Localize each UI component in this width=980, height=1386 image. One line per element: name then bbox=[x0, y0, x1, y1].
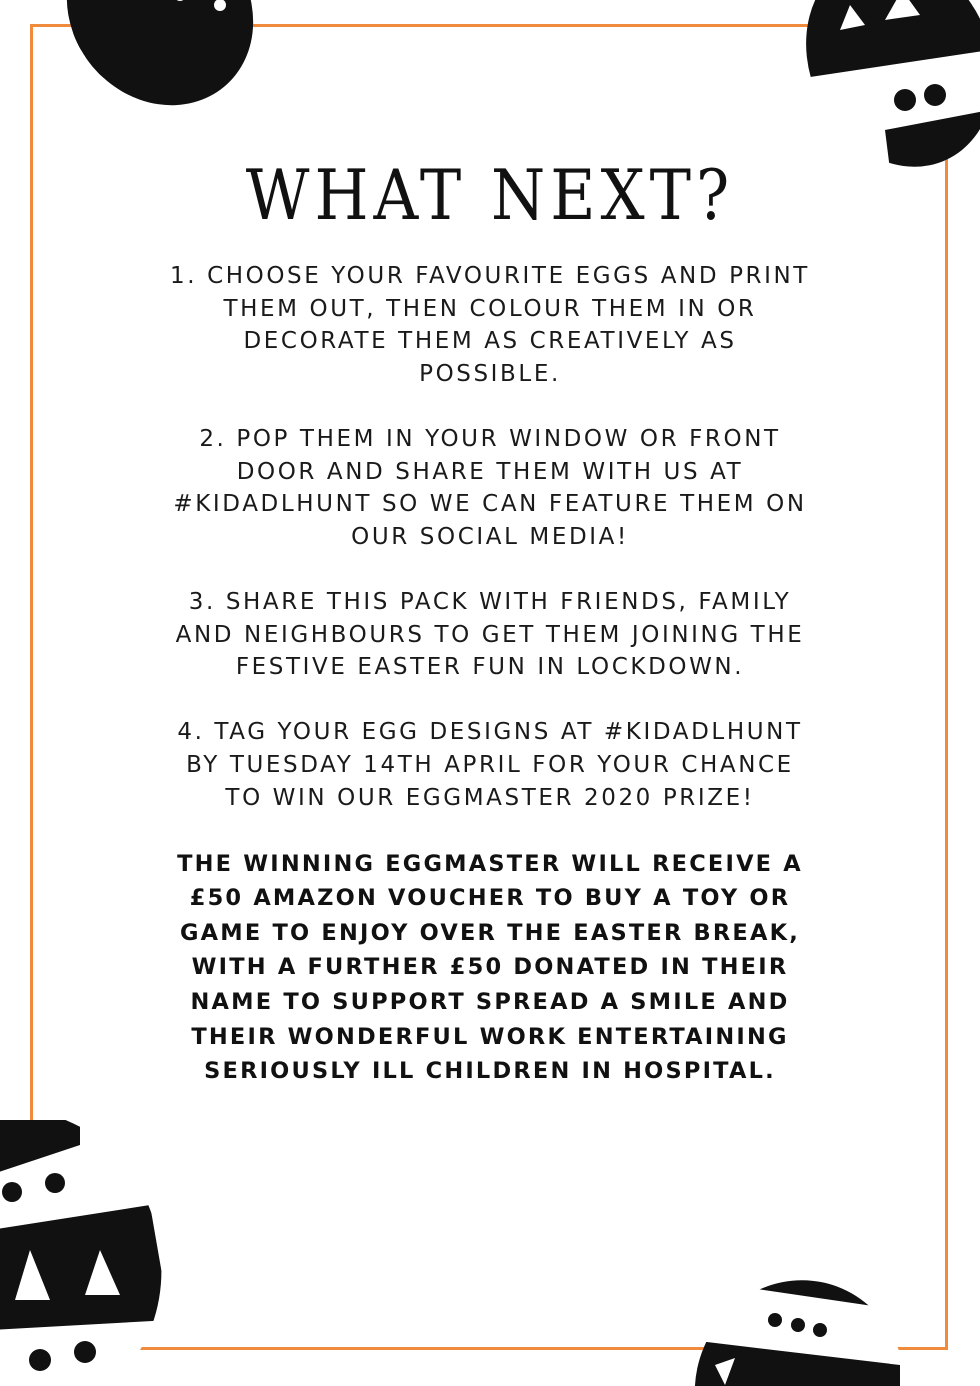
page-title: WHAT NEXT? bbox=[245, 153, 735, 236]
prize-description: THE WINNING EGGMASTER WILL RECEIVE A £50 AMAZON VOUCHER TO BUY A TOY OR GAME TO ENJOY OVER THE EASTER BREAK, WITH A FURTHER £50 DONATED IN THEIR NAME TO SUPPORT SPREAD A SMILE AND THEIR WONDERFUL WORK ENTERTAINING SERIOUSLY ILL CHILDREN IN HOSPITAL. bbox=[177, 850, 803, 1085]
instructions-list bbox=[170, 260, 810, 1089]
step-2: 2. POP THEM IN YOUR WINDOW OR FRONT DOOR AND SHARE THEM WITH US AT #KIDADLHUNT SO WE CAN FEATURE THEM ON OUR SOCIAL MEDIA! bbox=[173, 425, 807, 550]
easter-egg-icon bbox=[60, 0, 260, 110]
step-3: 3. SHARE THIS PACK WITH FRIENDS, FAMILY AND NEIGHBOURS TO GET THEM JOINING THE FESTIVE EASTER FUN IN LOCKDOWN. bbox=[175, 588, 805, 681]
easter-egg-icon bbox=[690, 1270, 900, 1386]
easter-egg-icon bbox=[0, 1120, 170, 1386]
step-4: 4. TAG YOUR EGG DESIGNS AT #KIDADLHUNT BY TUESDAY 14TH APRIL FOR YOUR CHANCE TO WIN OUR EGGMASTER 2020 PRIZE! bbox=[177, 719, 803, 811]
easter-egg-icon bbox=[790, 0, 980, 170]
step-1: 1. CHOOSE YOUR FAVOURITE EGGS AND PRINT THEM OUT, THEN COLOUR THEM IN OR DECORATE THEM AS CREATIVELY AS POSSIBLE. bbox=[170, 263, 810, 387]
